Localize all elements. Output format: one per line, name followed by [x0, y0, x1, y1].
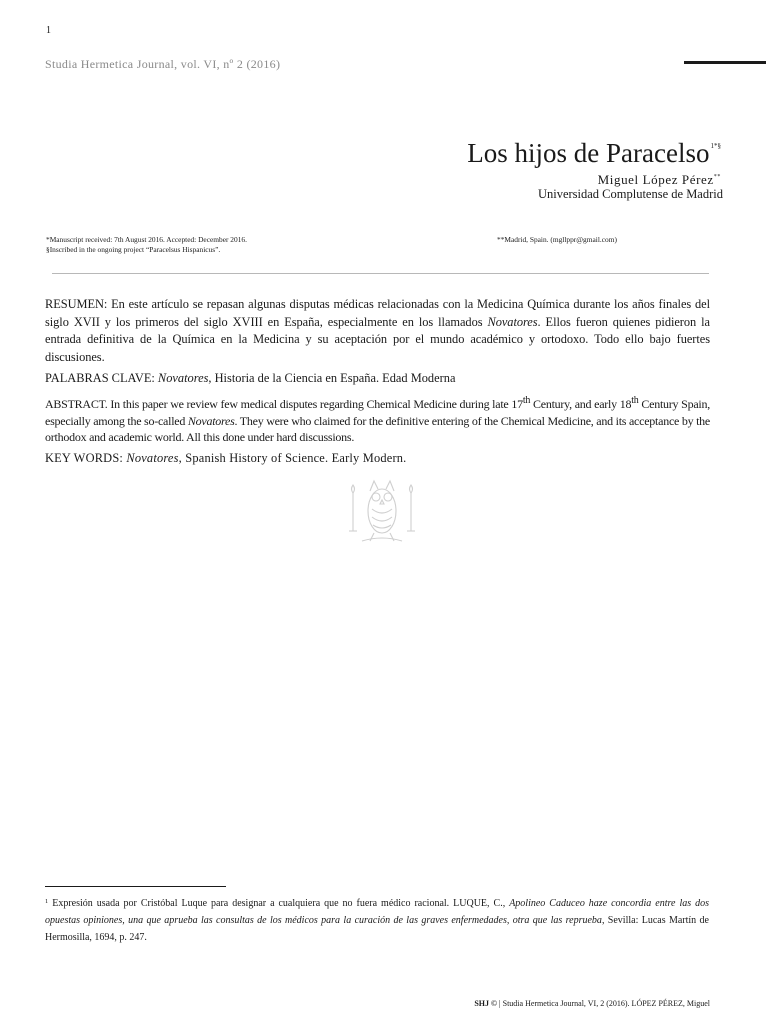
abstract-text: In this paper we review few medical disputes regarding Chemical Medicine during late 17 [107, 397, 523, 411]
abstract-text-3: Century Spain, especially among the so-called [45, 397, 710, 428]
page-number: 1 [46, 25, 51, 36]
title-text: Los hijos de Paracelso [467, 138, 710, 168]
footnote-divider [45, 886, 226, 887]
footnote-text: Expresión usada por Cristóbal Luque para designar a cualquiera que no fuera médico racional. LUQUE, C., [48, 898, 510, 909]
keywords-italic: Novatores [123, 451, 179, 465]
abstract-text-4: . They were who claimed for the definitive entering of the Chemical Medicine, and its acceptance by the orthodox and academic world. All this done under hard discussions. [45, 413, 711, 444]
palabras-italic: Novatores [154, 371, 209, 385]
footnote-mark: 1 [45, 898, 49, 905]
keywords-text: , Spanish History of Science. Early Modern. [178, 451, 407, 465]
received-note: *Manuscript received: 7th August 2016. Accepted: December 2016. [46, 235, 247, 244]
resumen-text-end: . Ellos fueron quienes pidieron la entrada definitiva de la Química en la Medicina y su aceptación por el mundo académico y ortodoxo. Todo ello bajo fuertes discusiones. [45, 314, 710, 364]
resumen-text: En este artículo se repasan algunas disputas médicas relacionadas con la Medicina Química durante los años finales del siglo XVII y los primeros del siglo XVIII en España, especialmente en los llamados [45, 297, 710, 329]
keywords-lead: KEY WORDS: [45, 451, 124, 465]
palabras-lead: PALABRAS CLAVE: [45, 371, 155, 385]
footer-copyright: SHJ © [474, 999, 498, 1008]
palabras-text: , Historia de la Ciencia en España. Edad Moderna [208, 371, 456, 385]
contact-note: **Madrid, Spain. (mgllppr@gmail.com) [497, 235, 617, 244]
author-note-mark: ** [713, 174, 721, 180]
article-title [467, 138, 721, 169]
author-text: Miguel López Pérez [597, 172, 714, 187]
keywords-paragraph [45, 450, 710, 468]
palabras-clave-paragraph [45, 370, 710, 388]
author-name [598, 172, 721, 188]
journal-header: Studia Hermetica Journal, vol. VI, nº 2 (2016) [45, 57, 281, 71]
resumen-lead: RESUMEN: [45, 297, 108, 311]
resumen-italic: Novatores [487, 314, 538, 329]
header-notes-left [46, 235, 247, 255]
abstract-sup: th [522, 395, 531, 406]
header-divider [52, 273, 709, 274]
project-note: §Inscribed in the ongoing project “Paracelsus Hispanicus”. [46, 245, 221, 254]
resumen-paragraph [45, 296, 710, 366]
abstract-lead: ABSTRACT. [45, 397, 108, 411]
abstract-sup-2: th [631, 395, 639, 406]
footnote-text-end: , Sevilla: Lucas Martín de Hermosilla, 1694, p. 247. [45, 915, 709, 943]
header-rule-right [684, 61, 766, 64]
abstract-paragraph [45, 393, 710, 446]
abstract-text-2: Century, and early 18 [530, 397, 632, 411]
title-note-marks: 1*§ [710, 142, 721, 150]
footer-citation: | Studia Hermetica Journal, VI, 2 (2016). LÓPEZ PÉREZ, Miguel [497, 999, 710, 1008]
owl-emblem-icon [344, 471, 420, 549]
page-footer [474, 999, 710, 1008]
footnote-1 [45, 893, 709, 946]
footnote-italic: Apolineo Caduceo haze concordia entre las dos opuestas opiniones, una que aprueba las consultas de los médicos para la curación de las graves enfermedades, otra que las repruebа [45, 898, 709, 926]
author-affiliation: Universidad Complutense de Madrid [537, 187, 723, 201]
abstract-italic: Novatores [187, 413, 235, 428]
